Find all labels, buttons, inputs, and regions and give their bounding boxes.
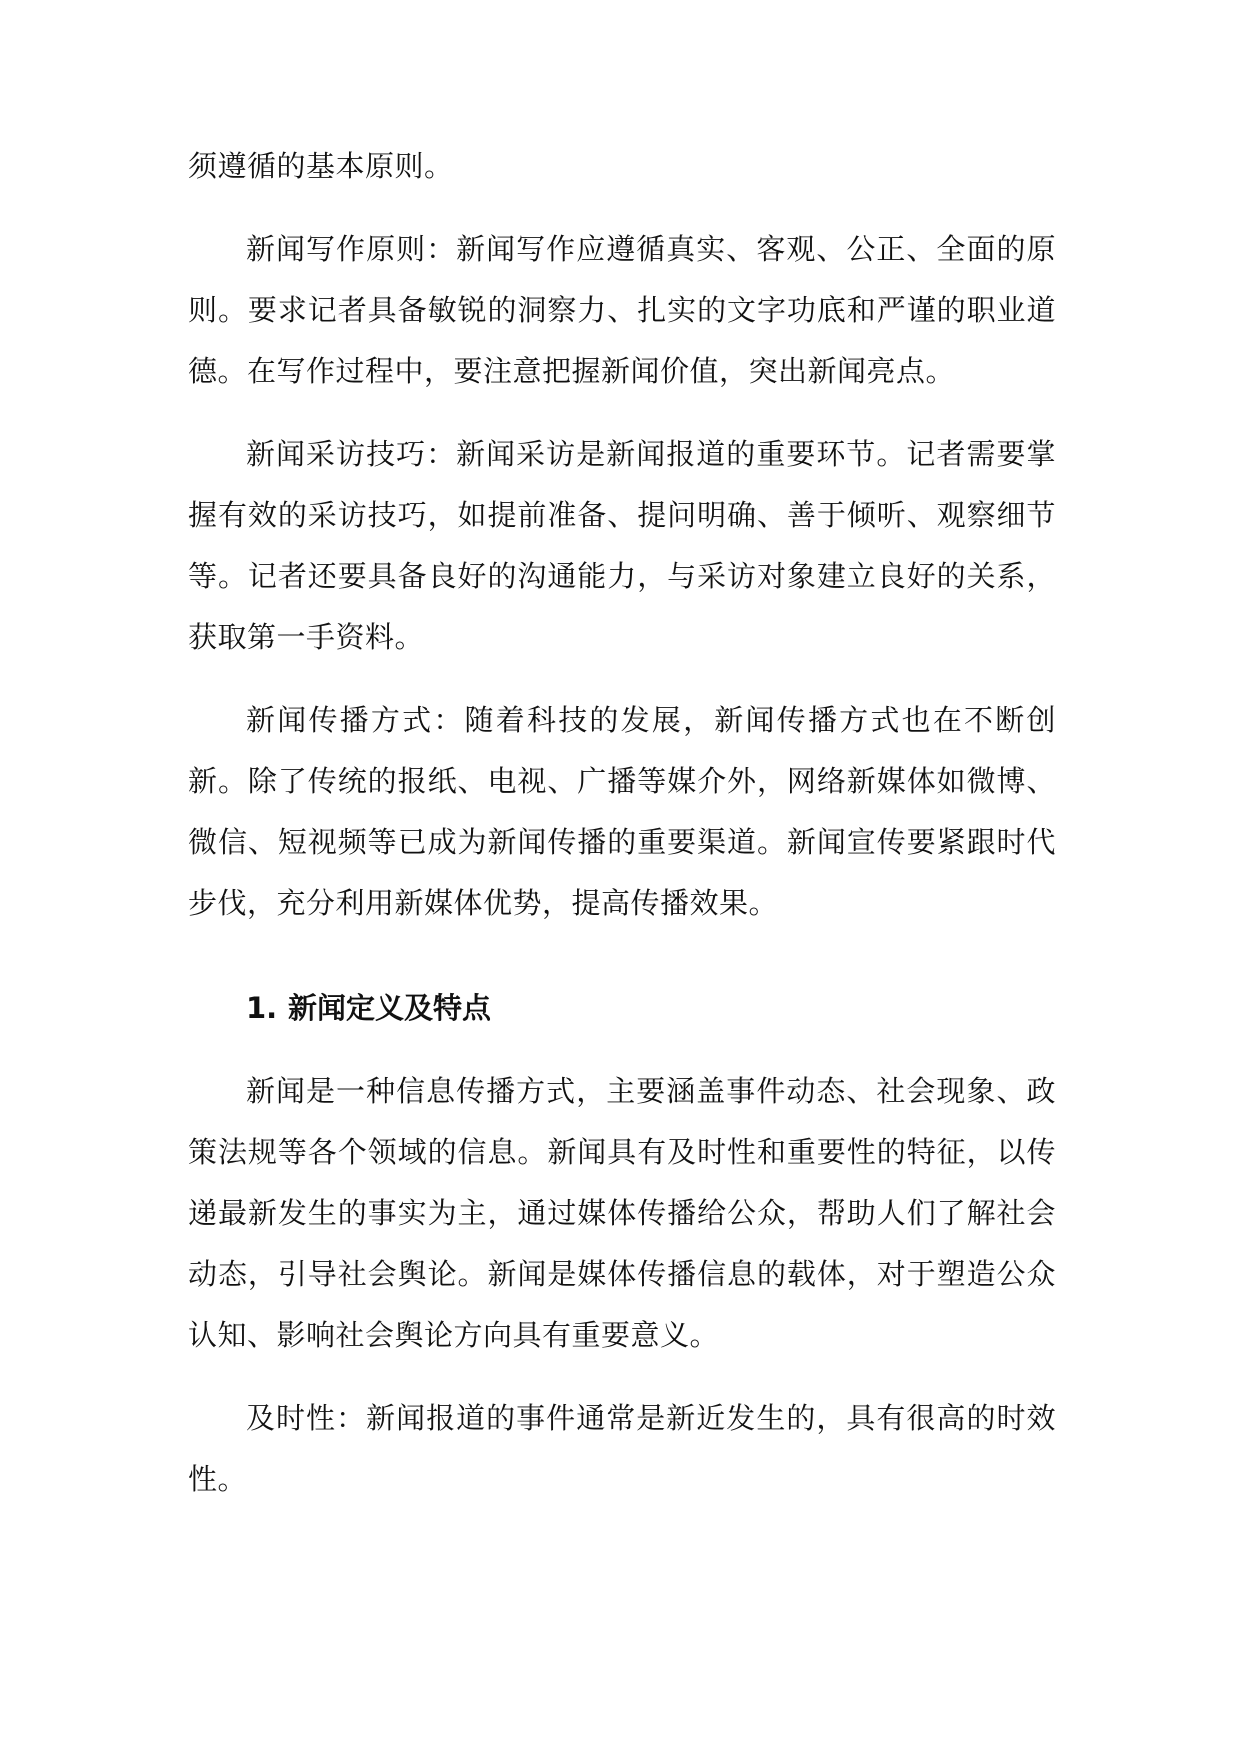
paragraph: 新闻采访技巧：新闻采访是新闻报道的重要环节。记者需要掌握有效的采访技巧，如提前准备、提问明确、善于倾听、观察细节等。记者还要具备良好的沟通能力，与采访对象建立良好的关系，获取第一手资料。	[188, 437, 1056, 654]
paragraph: 新闻写作原则：新闻写作应遵循真实、客观、公正、全面的原则。要求记者具备敏锐的洞察力、扎实的文字功底和严谨的职业道德。在写作过程中，要注意把握新闻价值，突出新闻亮点。	[188, 232, 1056, 388]
document-body	[188, 136, 1056, 1510]
paragraph: 须遵循的基本原则。	[188, 149, 454, 183]
paragraph: 新闻传播方式：随着科技的发展，新闻传播方式也在不断创新。除了传统的报纸、电视、广播等媒介外，网络新媒体如微博、微信、短视频等已成为新闻传播的重要渠道。新闻宣传要紧跟时代步伐，充分利用新媒体优势，提高传播效果。	[188, 703, 1056, 920]
paragraph: 及时性：新闻报道的事件通常是新近发生的，具有很高的时效性。	[188, 1401, 1056, 1496]
paragraph: 新闻是一种信息传播方式，主要涵盖事件动态、社会现象、政策法规等各个领域的信息。新闻具有及时性和重要性的特征，以传递最新发生的事实为主，通过媒体传播给公众，帮助人们了解社会动态，引导社会舆论。新闻是媒体传播信息的载体，对于塑造公众认知、影响社会舆论方向具有重要意义。	[188, 1074, 1056, 1352]
section-heading	[188, 978, 1056, 1039]
section-number: 1.	[246, 991, 278, 1025]
section-title: 新闻定义及特点	[288, 991, 492, 1025]
